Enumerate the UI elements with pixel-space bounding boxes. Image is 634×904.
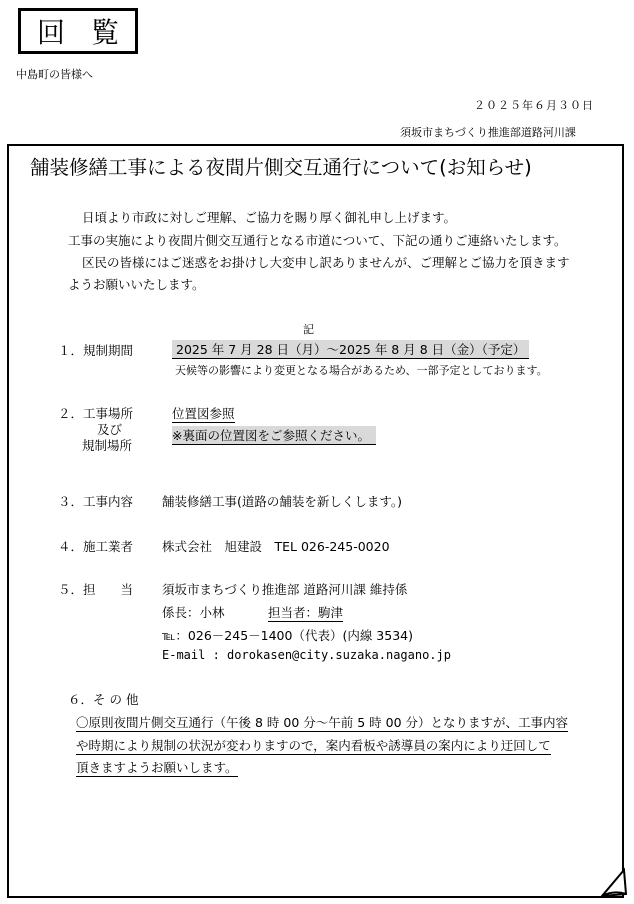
contact-tel: ℡：026－245－1400（代表）(内線 3534): [162, 628, 413, 643]
other-label: ６．そ の 他: [68, 692, 139, 707]
period-value: 2025 年 7 月 28 日（月）～2025 年 8 月 8 日（金）（予定）: [172, 340, 529, 359]
intro-line-4: ようお願いいたします。: [68, 277, 205, 292]
other-line-2: や時期により規制の状況が変わりますので，案内看板や誘導員の案内により迂回して: [76, 738, 551, 753]
sender-department: 須坂市まちづくり推進部道路河川課: [400, 126, 576, 139]
intro-line-3: 区民の皆様にはご迷惑をお掛けし大変申し訳ありませんが、ご理解とご協力を頂きます: [82, 255, 570, 270]
intro-line-2: 工事の実施により夜間片側交互通行となる市道について、下記の通りご連絡いたします。: [68, 233, 567, 248]
other-line-1: 〇原則夜間片側交互通行（午後 8 時 00 分～午前 5 時 00 分）となりますが、工事内容: [76, 715, 569, 730]
place-label: ２．工事場所: [58, 406, 134, 421]
contact-chief: 係長：小林: [162, 605, 225, 620]
recipient: 中島町の皆様へ: [16, 68, 93, 81]
place-label-and: 及び: [97, 422, 123, 437]
issue-date: ２０２５年６月３０日: [474, 99, 594, 112]
page-title: 舗装修繕工事による夜間片側交互通行について(お知らせ): [30, 156, 532, 179]
contact-email[interactable]: E-mail : dorokasen@city.suzaka.nagano.jp: [162, 648, 451, 662]
contact-department: 須坂市まちづくり推進部 道路河川課 維持係: [162, 582, 408, 597]
ki-marker: 記: [303, 323, 314, 336]
circulation-stamp: 回覧: [18, 8, 138, 54]
contractor-label: ４．施工業者: [58, 539, 134, 554]
page-curl-icon: [598, 866, 630, 900]
contractor-value: 株式会社 旭建設 TEL 026-245-0020: [162, 539, 390, 554]
contact-person: 担当者：駒津: [268, 605, 344, 620]
period-note: 天候等の影響により変更となる場合があるため、一部予定としております。: [175, 364, 548, 377]
place-label-restriction: 規制場所: [82, 438, 133, 453]
content-value: 舗装修繕工事(道路の舗装を新しくします。): [162, 494, 403, 509]
intro-line-1: 日頃より市政に対しご理解、ご協力を賜り厚く御礼申し上げます。: [82, 210, 457, 225]
place-note: ※裏面の位置図をご参照ください。: [172, 426, 376, 445]
period-label: １．規制期間: [58, 343, 134, 358]
place-value: 位置図参照: [172, 406, 235, 421]
other-line-3: 頂きますようお願いします。: [76, 760, 238, 775]
content-label: ３．工事内容: [58, 494, 134, 509]
contact-label: ５．担 当: [58, 582, 134, 597]
